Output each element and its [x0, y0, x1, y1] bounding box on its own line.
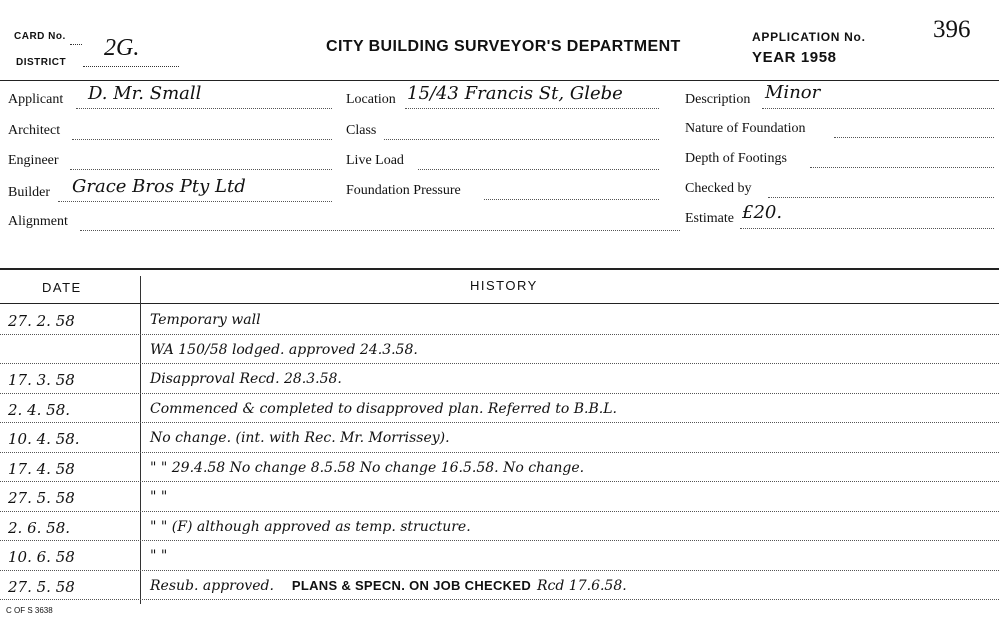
depth-of-footings-label: Depth of Footings	[685, 151, 787, 166]
history-date: 27. 2. 58	[8, 312, 75, 330]
estimate-value: £20.	[742, 202, 783, 223]
year-label: YEAR 1958	[752, 49, 837, 66]
builder-rule	[58, 201, 332, 202]
history-entry	[150, 312, 261, 328]
location-label: Location	[346, 92, 396, 107]
history-date: 27. 5. 58	[8, 489, 75, 507]
card-no-rule	[70, 44, 82, 45]
engineer-label: Engineer	[8, 153, 59, 168]
application-number: 396	[933, 16, 971, 43]
description-value: Minor	[765, 82, 821, 103]
history-entry	[150, 430, 450, 446]
history-entry-text: " "	[150, 548, 168, 564]
history-row-rule	[0, 570, 999, 571]
column-divider	[140, 276, 141, 604]
nature-of-foundation-rule	[834, 137, 994, 138]
history-row-rule	[0, 481, 999, 482]
history-entry-text: " " (F) although approved as temp. structure.	[150, 518, 471, 535]
history-row-rule	[0, 393, 999, 394]
history-row-rule	[0, 363, 999, 364]
live-load-label: Live Load	[346, 153, 404, 168]
history-date: 10. 6. 58	[8, 548, 75, 566]
history-entry-text: Commenced & completed to disapproved plan. Referred to B.B.L.	[150, 400, 617, 417]
district-value: 2G.	[104, 35, 140, 61]
history-entry-text: " " 29.4.58 No change 8.5.58 No change 16.5.58. No change.	[150, 459, 585, 476]
history-entry	[150, 401, 617, 417]
history-entry-text: Disapproval Recd. 28.3.58.	[150, 371, 342, 387]
alignment-rule	[80, 230, 680, 231]
description-label: Description	[685, 92, 751, 107]
district-label: DISTRICT	[16, 57, 67, 68]
foundation-pressure-rule	[484, 199, 659, 200]
stamp-note: Rcd 17.6.58.	[537, 577, 627, 594]
history-row-rule	[0, 540, 999, 541]
live-load-rule	[418, 169, 659, 170]
estimate-label: Estimate	[685, 211, 734, 226]
date-column-header: DATE	[42, 280, 82, 295]
class-label: Class	[346, 123, 377, 138]
architect-label: Architect	[8, 123, 61, 138]
engineer-rule	[70, 169, 332, 170]
plans-checked-stamp: PLANS & SPECN. ON JOB CHECKED	[291, 577, 532, 593]
header-rule	[0, 80, 999, 81]
history-entry-text: " "	[150, 489, 168, 505]
description-rule	[762, 108, 994, 109]
history-row-rule	[0, 511, 999, 512]
history-date: 17. 3. 58	[8, 371, 75, 389]
history-row-rule	[0, 452, 999, 453]
history-entry	[150, 460, 584, 476]
history-top-rule	[0, 268, 999, 270]
history-date: 17. 4. 58	[8, 459, 75, 478]
history-row-rule	[0, 334, 999, 335]
checked-by-rule	[768, 197, 994, 198]
alignment-label: Alignment	[8, 214, 68, 229]
history-header-rule	[0, 303, 999, 304]
history-entry-text: Temporary wall	[150, 312, 261, 328]
history-column-header: HISTORY	[470, 278, 538, 293]
class-rule	[384, 139, 659, 140]
card-no-label: CARD No.	[14, 31, 66, 42]
history-date: 2. 6. 58.	[8, 518, 71, 537]
history-entry	[150, 489, 167, 505]
history-date: 10. 4. 58.	[8, 430, 80, 448]
history-entry-text: WA 150/58 lodged. approved 24.3.58.	[150, 341, 418, 358]
depth-of-footings-rule	[810, 167, 994, 168]
applicant-value: D. Mr. Small	[88, 83, 202, 104]
checked-by-label: Checked by	[685, 181, 752, 196]
history-row-rule	[0, 599, 999, 600]
history-row-rule	[0, 422, 999, 423]
history-entry	[150, 578, 627, 594]
architect-rule	[72, 139, 332, 140]
history-date: 2. 4. 58.	[8, 400, 71, 419]
form-code: C OF S 3638	[6, 606, 53, 615]
history-entry	[150, 342, 418, 358]
application-label: APPLICATION No.	[752, 30, 866, 44]
department-title: CITY BUILDING SURVEYOR'S DEPARTMENT	[326, 38, 681, 55]
applicant-rule	[76, 108, 332, 109]
estimate-rule	[740, 228, 994, 229]
nature-of-foundation-label: Nature of Foundation	[685, 121, 806, 136]
builder-label: Builder	[8, 185, 50, 200]
history-entry-text: No change. (int. with Rec. Mr. Morrissey).	[150, 430, 450, 446]
location-value: 15/43 Francis St, Glebe	[407, 83, 623, 104]
history-entry	[150, 548, 167, 564]
history-entry	[150, 519, 471, 535]
builder-value: Grace Bros Pty Ltd	[72, 176, 246, 197]
foundation-pressure-label: Foundation Pressure	[346, 183, 461, 198]
history-entry-text: Resub. approved.	[150, 577, 274, 594]
location-rule	[405, 108, 659, 109]
history-date: 27. 5. 58	[8, 577, 75, 596]
district-rule	[83, 66, 179, 67]
history-entry	[150, 371, 342, 387]
applicant-label: Applicant	[8, 92, 64, 107]
